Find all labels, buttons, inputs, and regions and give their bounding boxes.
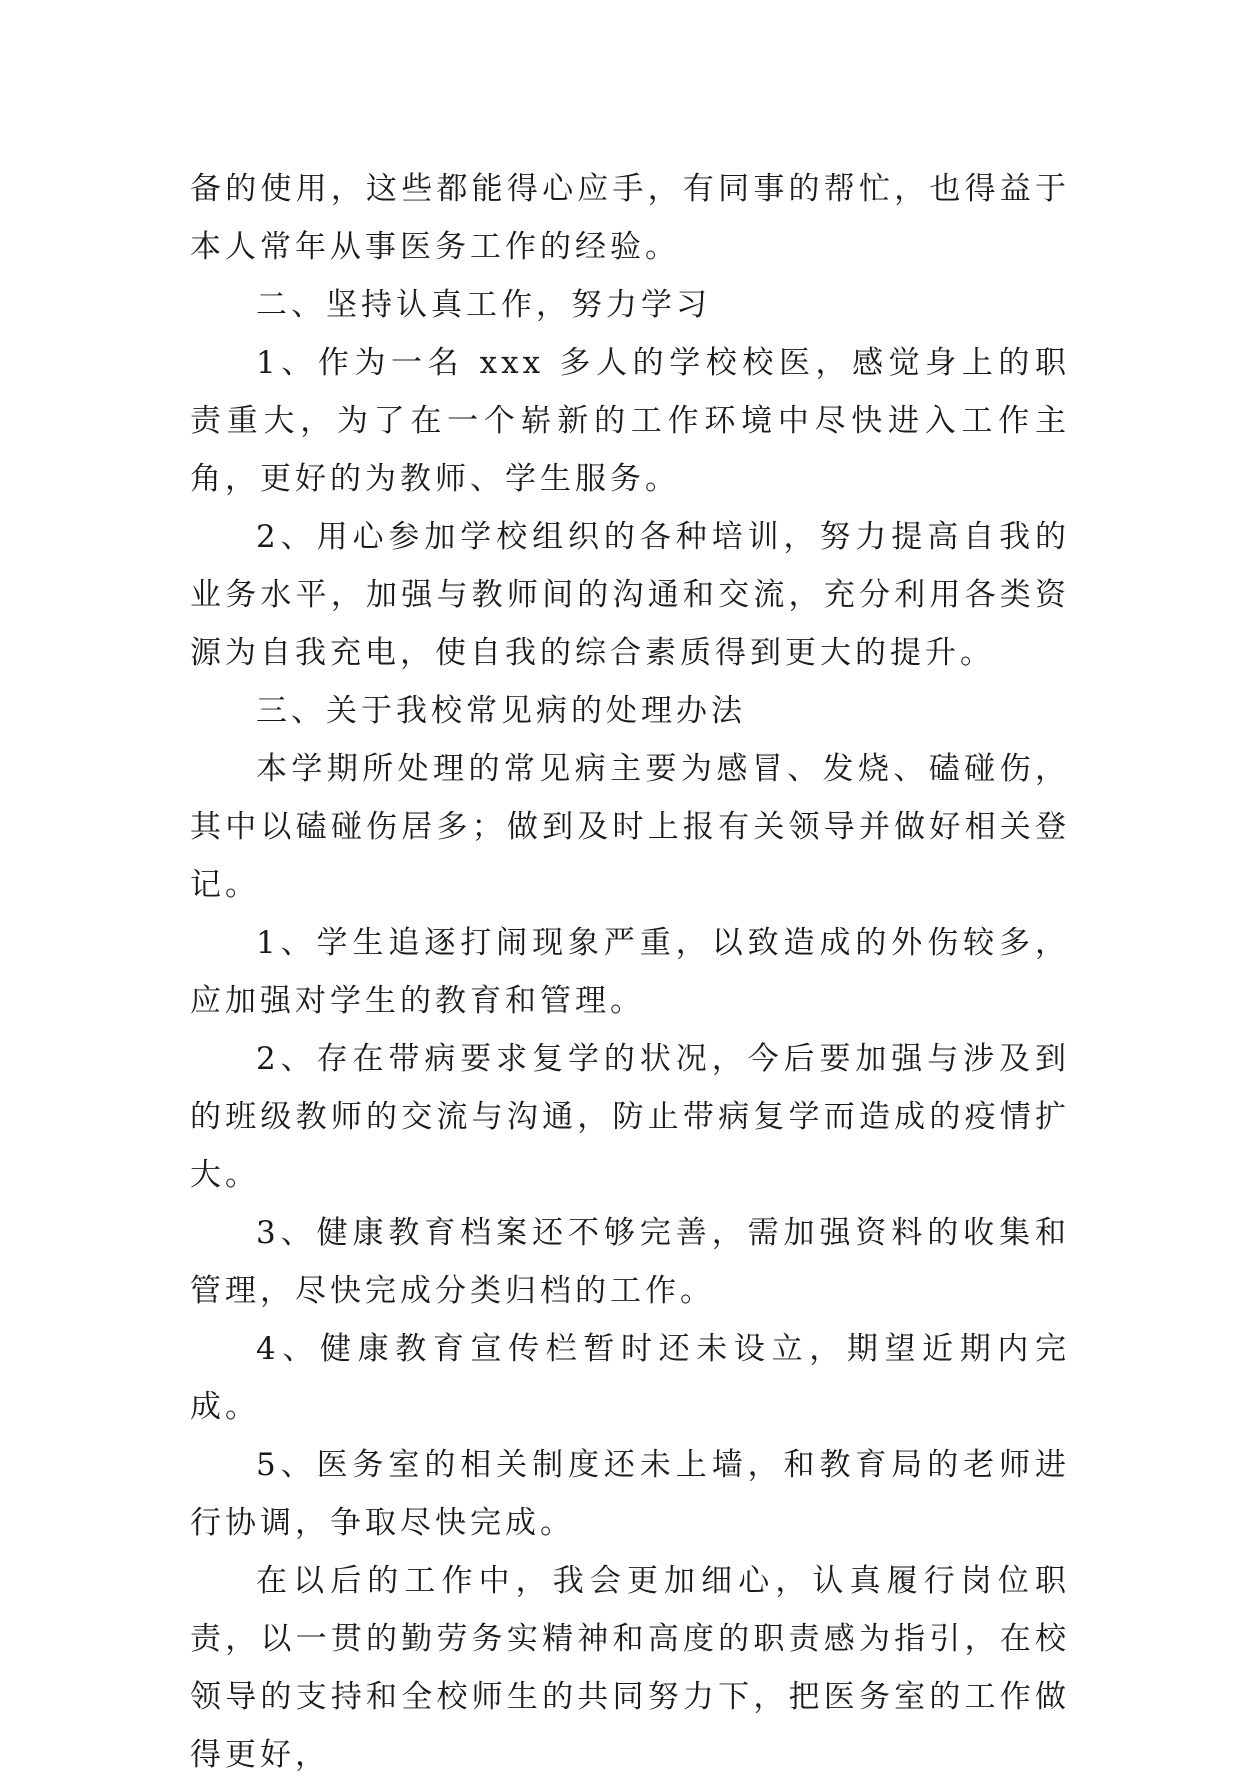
section-heading: 二、坚持认真工作，努力学习	[256, 287, 711, 323]
section-heading: 三、关于我校常见病的处理办法	[256, 693, 746, 729]
paragraph: 5、医务室的相关制度还未上墙，和教育局的老师进行协调，争取尽快完成。	[190, 1447, 1070, 1541]
paragraph: 本学期所处理的常见病主要为感冒、发烧、磕碰伤，其中以磕碰伤居多；做到及时上报有关领导并做好相关登记。	[190, 751, 1070, 903]
paragraph: 备的使用，这些都能得心应手，有同事的帮忙，也得益于本人常年从事医务工作的经验。	[190, 171, 1070, 265]
paragraph: 1、学生追逐打闹现象严重，以致造成的外伤较多，应加强对学生的教育和管理。	[190, 925, 1070, 1019]
document-body	[190, 160, 1070, 1784]
paragraph: 4、健康教育宣传栏暂时还未设立，期望近期内完成。	[190, 1331, 1070, 1425]
paragraph: 1、作为一名 xxx 多人的学校校医，感觉身上的职责重大，为了在一个崭新的工作环境中尽快进入工作主角，更好的为教师、学生服务。	[190, 345, 1070, 497]
paragraph: 3、健康教育档案还不够完善，需加强资料的收集和管理，尽快完成分类归档的工作。	[190, 1215, 1070, 1309]
paragraph: 2、用心参加学校组织的各种培训，努力提高自我的业务水平，加强与教师间的沟通和交流，充分利用各类资源为自我充电，使自我的综合素质得到更大的提升。	[190, 519, 1070, 671]
paragraph: 2、存在带病要求复学的状况，今后要加强与涉及到的班级教师的交流与沟通，防止带病复学而造成的疫情扩大。	[190, 1041, 1070, 1193]
paragraph: 在以后的工作中，我会更加细心，认真履行岗位职责，以一贯的勤劳务实精神和高度的职责感为指引，在校领导的支持和全校师生的共同努力下，把医务室的工作做得更好，	[190, 1563, 1070, 1773]
